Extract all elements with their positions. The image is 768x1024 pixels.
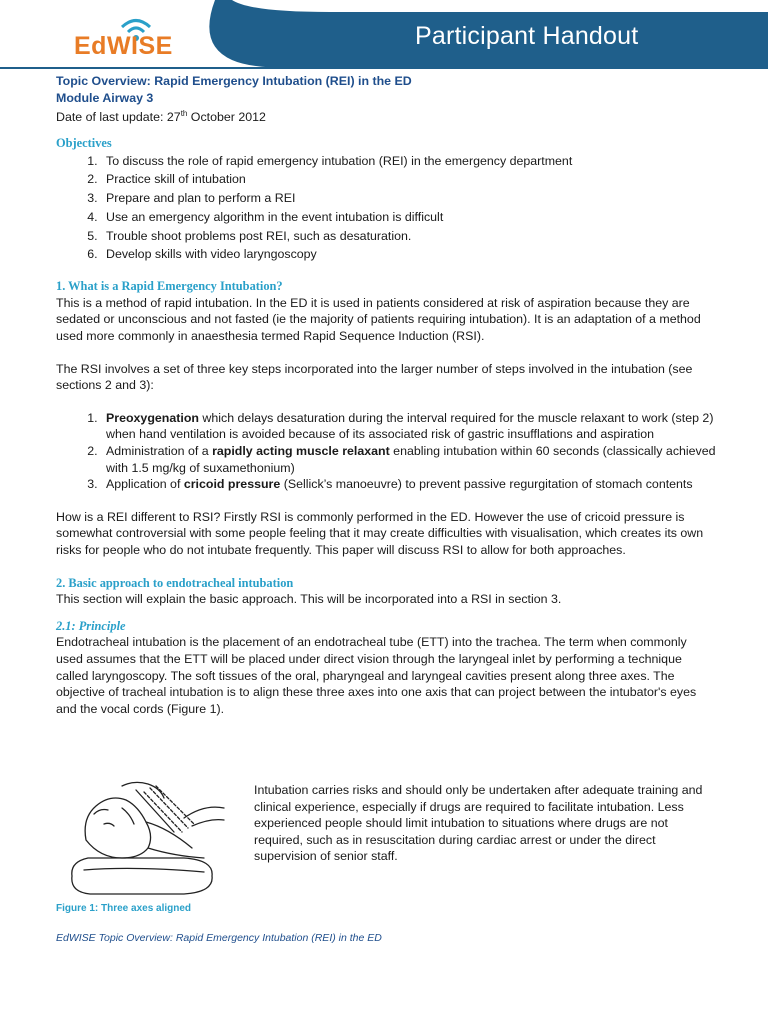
page-title: Participant Handout <box>415 22 639 50</box>
module-line: Module Airway 3 <box>56 90 154 105</box>
principle-heading: 2.1: Principle <box>56 618 126 633</box>
rsi-steps-list <box>56 410 716 493</box>
principle-paragraph: Endotracheal intubation is the placement of an endotracheal tube (ETT) into the trachea. The term when commonly used assumes that the ETT will be placed under direct vision through the laryngeal inlet by performing a technique called laryngoscopy. The soft tissues of the oral, pharyngeal and laryngeal cavities present along three axes. The objective of tracheal intubation is to align these three axes into one axis that can project between the intubator's eyes and the vocal cords (Figure 1). <box>56 635 697 716</box>
topic-line: Topic Overview: Rapid Emergency Intubation (REI) in the ED <box>56 74 412 88</box>
document-body <box>56 73 716 717</box>
list-item <box>101 476 716 493</box>
list-item: 3. Prepare and plan to perform a REI <box>101 189 716 208</box>
list-item: 4. Use an emergency algorithm in the event intubation is difficult <box>101 208 716 227</box>
list-item: 5. Trouble shoot problems post REI, such as desaturation. <box>101 227 716 246</box>
list-item: 1. To discuss the role of rapid emergency intubation (REI) in the emergency department <box>101 152 716 171</box>
date-suffix: October 2012 <box>187 110 266 125</box>
page-footer: EdWISE Topic Overview: Rapid Emergency Intubation (REI) in the ED <box>56 932 382 944</box>
step-text: Application of <box>106 477 184 492</box>
list-item <box>101 443 716 476</box>
risk-paragraph: Intubation carries risks and should only be undertaken after adequate training and clinical experience, especially if drugs are required to facilitate intubation. Less experienced people should limit intubation to situations where drugs are not required, such as in resuscitation during cardiac arrest or under the direct supervision of senior staff. <box>254 783 703 864</box>
date-sup: th <box>180 109 188 119</box>
section2-intro: This section will explain the basic approach. This will be incorporated into a RSI in section 3. <box>56 592 562 607</box>
step-bold: cricoid pressure <box>183 477 281 492</box>
logo-text: EdWISE <box>74 32 173 60</box>
step-bold: rapidly acting muscle relaxant <box>212 444 390 459</box>
section2-heading: 2. Basic approach to endotracheal intubation <box>56 575 294 590</box>
list-item: 6. Develop skills with video laryngoscopy <box>101 245 716 264</box>
step-text: (Sellick’s manoeuvre) to prevent passive regurgitation of stomach contents <box>280 477 693 492</box>
step-text: Administration of a <box>106 444 213 459</box>
list-item: 2. Practice skill of intubation <box>101 170 716 189</box>
intubation-illustration-icon <box>64 778 229 900</box>
objectives-heading: Objectives <box>56 135 112 150</box>
step-bold: Preoxygenation <box>106 410 199 425</box>
section1-heading: 1. What is a Rapid Emergency Intubation? <box>56 279 283 294</box>
section1-para3: How is a REI different to RSI? Firstly RSI is commonly performed in the ED. However the use of cricoid pressure is somewhat controversial with some people feeling that it may create difficulties with visualisation, which creates its own risks for people who do not intubate frequently. This paper will discuss RSI to allow for both approaches. <box>56 509 704 557</box>
step-text: which delays desaturation during the interval required for the muscle relaxant to work (step 2) when hand ventilation is avoided because of its associated risk of gastric insufflations and aspiration <box>106 410 714 442</box>
section1-para1: This is a method of rapid intubation. In the ED it is used in patients considered at risk of aspiration because they are sedated or unconscious and not fasted (ie the majority of patients requiring intubation). It is an adaptation of a method used more commonly in anaesthesia termed Rapid Sequence Induction (RSI). <box>56 295 701 344</box>
section1-para2: The RSI involves a set of three key steps incorporated into the larger number of steps involved in the intubation (see sections 2 and 3): <box>56 361 693 393</box>
list-item <box>101 410 716 443</box>
objectives-list <box>56 152 716 265</box>
figure-caption: Figure 1: Three axes aligned <box>56 903 192 914</box>
step-text: enabling intubation within 60 seconds (classically achieved with 1.5 mg/kg of suxamethonium) <box>106 444 716 475</box>
date-line <box>56 106 716 126</box>
date-prefix: Date of last update: 27 <box>56 110 181 125</box>
